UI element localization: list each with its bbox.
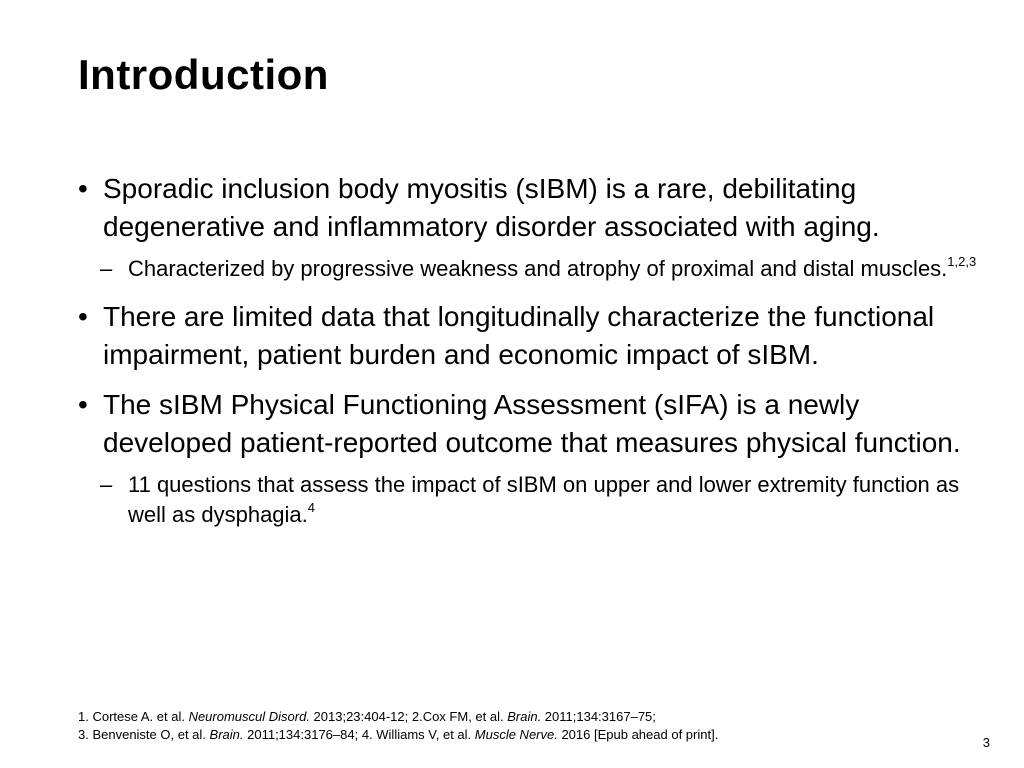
- citation-superscript: 1,2,3: [947, 254, 977, 269]
- bullet-list: [78, 170, 978, 530]
- bullet-item: [78, 298, 978, 374]
- reference-text: 2011;134:3176–84; 4. Williams V, et al.: [243, 727, 475, 742]
- dash-marker: –: [100, 256, 113, 281]
- citation-superscript: 4: [307, 500, 316, 515]
- sub-bullet-item: [78, 254, 978, 284]
- bullet-item: [78, 386, 978, 462]
- bullet-marker: •: [78, 389, 88, 420]
- sub-bullet-text: 11 questions that assess the impact of sIBM on upper and lower extremity function as well as dysphagia.: [128, 472, 960, 527]
- reference-text: 2013;23:404-12; 2.Cox FM, et al.: [309, 709, 508, 724]
- bullet-marker: •: [78, 173, 88, 204]
- page-number: 3: [982, 735, 990, 750]
- bullet-text: There are limited data that longitudinally characterize the functional impairment, patient burden and economic impact of sIBM.: [103, 301, 935, 370]
- reference-text: 1. Cortese A. et al.: [78, 709, 189, 724]
- dash-marker: –: [100, 472, 113, 497]
- bullet-marker: •: [78, 301, 88, 332]
- reference-line: [78, 726, 958, 744]
- sub-bullet-text: Characterized by progressive weakness and atrophy of proximal and distal muscles.: [128, 256, 948, 281]
- reference-text: 3. Benveniste O, et al.: [78, 727, 210, 742]
- reference-line: [78, 708, 958, 726]
- bullet-text: Sporadic inclusion body myositis (sIBM) is a rare, debilitating degenerative and inflammatory disorder associated with aging.: [103, 173, 880, 242]
- reference-text: 2016 [Epub ahead of print].: [557, 727, 719, 742]
- reference-text: 2011;134:3167–75;: [541, 709, 656, 724]
- slide-title: Introduction: [78, 51, 329, 98]
- bullet-item: [78, 170, 978, 246]
- bullet-text: The sIBM Physical Functioning Assessment (sIFA) is a newly developed patient-reported outcome that measures physical function.: [103, 389, 961, 458]
- sub-bullet-item: [78, 470, 978, 530]
- references: [78, 708, 958, 744]
- journal-name: Muscle Nerve.: [474, 727, 558, 742]
- journal-name: Brain.: [209, 727, 244, 742]
- journal-name: Neuromuscul Disord.: [188, 709, 310, 724]
- journal-name: Brain.: [507, 709, 542, 724]
